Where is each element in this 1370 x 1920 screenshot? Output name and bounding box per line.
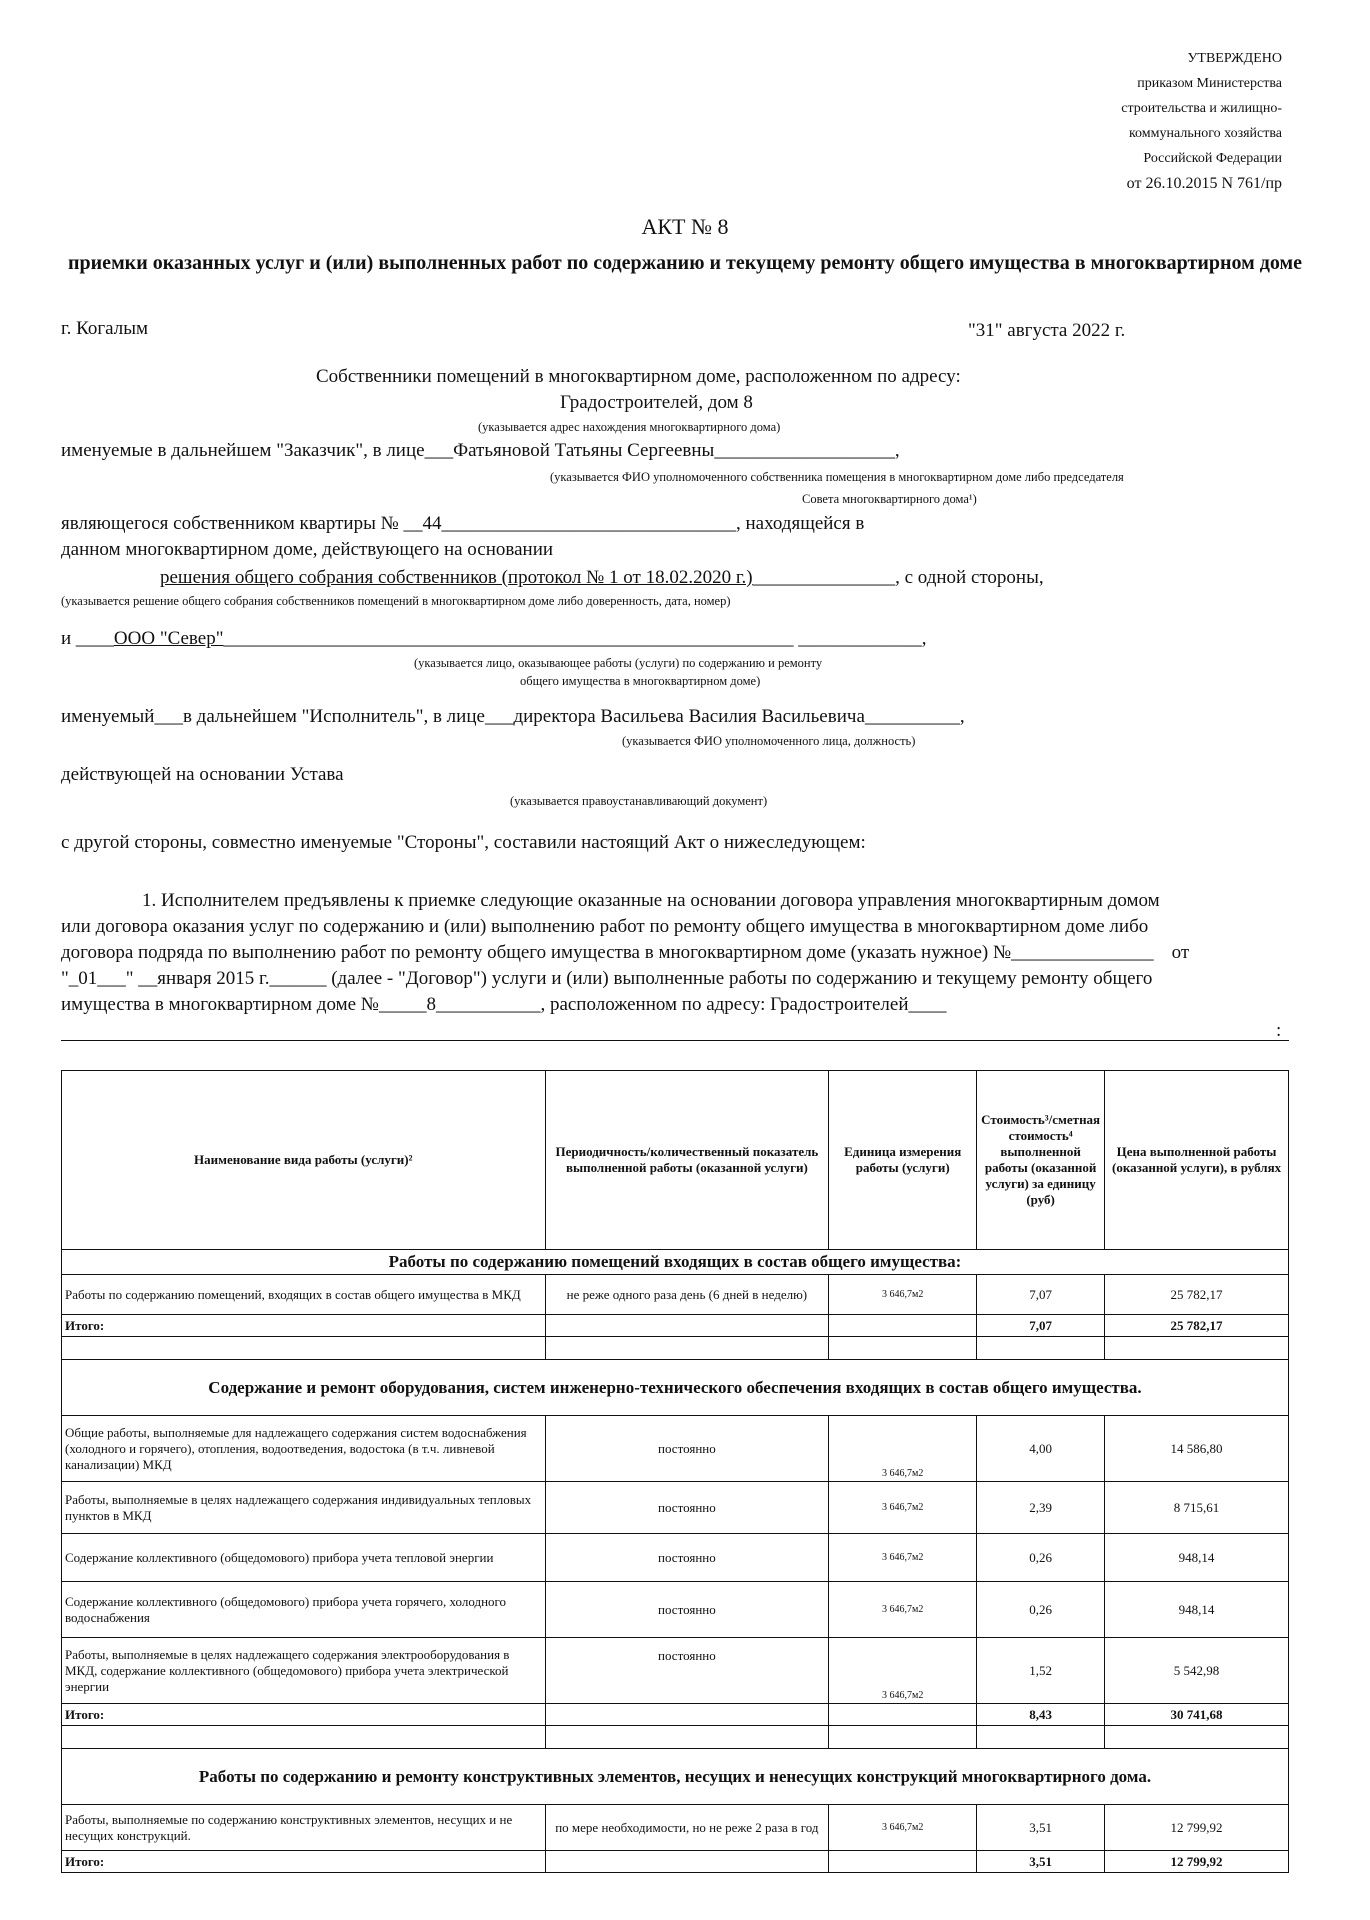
contractor-line: и ____ООО "Север"____________________________________________________________ _____________, (61, 628, 927, 649)
approval-stamp (1022, 46, 1282, 196)
section-row: Работы по содержанию и ремонту конструктивных элементов, несущих и ненесущих конструкций многоквартирного дома. (62, 1749, 1289, 1805)
total-row: Итого: 8,43 30 741,68 (62, 1704, 1289, 1726)
contractor-name: ООО "Север" (113, 628, 224, 649)
works-table (61, 1070, 1289, 1873)
and-word: и (61, 628, 72, 649)
house-number: 8 (426, 994, 436, 1015)
total-row: Итого: 7,07 25 782,17 (62, 1315, 1289, 1337)
col-header: Стоимость³/сметная стоимость⁴ выполненной работы (оказанной услуги) за единицу (руб) (977, 1071, 1105, 1250)
acting-basis: действующей на основании Устава (61, 764, 344, 785)
customer-name: Фатьяновой Татьяны Сергеевны (453, 440, 715, 461)
paragraph-line: "_01___" __января 2015 г.______ (далее - "Договор") услуги и (или) выполненные работы по содержанию и текущему ремонту общего (61, 968, 1153, 989)
col-header: Единица измерения работы (услуги) (829, 1071, 977, 1250)
contractor-note: общего имущества в многоквартирном доме) (520, 674, 761, 688)
contractor-note: (указывается лицо, оказывающее работы (услуги) по содержанию и ремонту (414, 656, 823, 670)
empty-row (62, 1337, 1289, 1360)
table-row: Содержание коллективного (общедомового) прибора учета горячего, холодного водоснабжения постоянно 3 646,7м2 0,26 948,14 (62, 1582, 1289, 1638)
approval-line: строительства и жилищно- (1121, 101, 1282, 116)
table-row: Работы, выполняемые по содержанию конструктивных элементов, несущих и не несущих конструкций. по мере необходимости, но не реже 2 раза в год 3 646,7м2 3,51 12 799,92 (62, 1805, 1289, 1851)
paragraph-line: договора подряда по выполнению работ по ремонту общего имущества в многоквартирном доме (указать нужное) №_______________ от (61, 942, 1190, 963)
executor-name: директора Васильева Василия Васильевича (513, 706, 865, 727)
approval-line: УТВЕРЖДЕНО (1187, 51, 1282, 66)
table-header-row (62, 1071, 1289, 1250)
approval-line: коммунального хозяйства (1128, 126, 1282, 141)
table-row: Работы, выполняемые в целях надлежащего содержания индивидуальных тепловых пунктов в МКД постоянно 3 646,7м2 2,39 8 715,61 (62, 1482, 1289, 1534)
paragraph-line: 1. Исполнителем предъявлены к приемке следующие оказанные на основании договора управления многоквартирным домом (142, 890, 1160, 911)
approval-line: приказом Министерства (1137, 76, 1282, 91)
table-row: Общие работы, выполняемые для надлежащего содержания систем водоснабжения (холодного и горячего), отопления, водоотведения, водостока (в т.ч. ливневой канализации) МКД постоянно 3 646,7м2 4,00 14 586,80 (62, 1416, 1289, 1482)
table-row: Работы по содержанию помещений, входящих в состав общего имущества в МКД не реже одного раза день (6 дней в неделю) 3 646,7м2 7,07 25 782,17 (62, 1275, 1289, 1315)
paragraph-line: имущества в многоквартирном доме №_____8___________, расположенном по адресу: Градостроителей____ (61, 994, 947, 1015)
table-row: Содержание коллективного (общедомового) прибора учета тепловой энергии постоянно 3 646,7м2 0,26 948,14 (62, 1534, 1289, 1582)
executor-mid: в дальнейшем "Исполнитель", в лице (182, 706, 485, 727)
table-row: Работы, выполняемые в целях надлежащего содержания электрооборудования в МКД, содержание коллективного (общедомового) прибора учета электрической энергии постоянно 3 646,7м2 1,52 5 542,98 (62, 1638, 1289, 1704)
address-blank-line (61, 1040, 1289, 1041)
city: г. Когалым (61, 318, 149, 339)
paragraph-line: или договора оказания услуг по содержанию и (или) выполнению работ по ремонту общего имущества в многоквартирном доме либо (61, 916, 1149, 937)
house-address: Градостроителей, дом 8 (560, 392, 753, 413)
basis-suffix: , с одной стороны, (895, 567, 1044, 588)
approval-line: от 26.10.2015 N 761/пр (1126, 175, 1282, 192)
col-header: Наименование вида работы (услуги)² (62, 1071, 546, 1250)
section-row: Работы по содержанию помещений входящих в состав общего имущества: (62, 1250, 1289, 1275)
executor-line: именуемый___в дальнейшем "Исполнитель", в лице___директора Васильева Василия Васильевича__________, (61, 706, 965, 727)
executor-prefix: именуемый (61, 706, 155, 727)
document-subtitle: приемки оказанных услуг и (или) выполненных работ по содержанию и текущему ремонту общего имущества в многоквартирном доме (68, 252, 1302, 274)
apartment-number: 44 (422, 513, 442, 534)
acting-note: (указывается правоустанавливающий документ) (510, 794, 768, 808)
section-row: Содержание и ремонт оборудования, систем инженерно-технического обеспечения входящих в состав общего имущества. (62, 1360, 1289, 1416)
owner-line: являющегося собственником квартиры № __44_______________________________, находящейся в (61, 513, 865, 534)
customer-note: (указывается ФИО уполномоченного собственника помещения в многоквартирном доме либо председателя (550, 470, 1124, 484)
colon: : (1276, 1020, 1282, 1041)
customer-prefix: именуемые в дальнейшем "Заказчик", в лице (61, 440, 425, 461)
owner-suffix: , находящейся в (735, 513, 865, 534)
document-title: АКТ № 8 (641, 214, 729, 239)
other-side: с другой стороны, совместно именуемые "Стороны", составили настоящий Акт о нижеследующем: (61, 832, 866, 853)
basis-row: решения общего собрания собственников (протокол № 1 от 18.02.2020 г.)_______________, с одной стороны, (160, 567, 1044, 588)
address-note: (указывается адрес нахождения многоквартирного дома) (478, 420, 781, 434)
total-row: Итого: 3,51 12 799,92 (62, 1851, 1289, 1873)
customer-note: Совета многоквартирного дома¹) (802, 492, 977, 506)
col-header: Цена выполненной работы (оказанной услуги), в рублях (1105, 1071, 1289, 1250)
act-date: "31" августа 2022 г. (968, 320, 1126, 341)
executor-note: (указывается ФИО уполномоченного лица, должность) (622, 734, 916, 748)
basis-note: (указывается решение общего собрания собственников помещений в многоквартирном доме либо доверенность, дата, номер) (61, 594, 731, 608)
empty-row (62, 1726, 1289, 1749)
approval-line: Российской Федерации (1143, 151, 1282, 166)
owner-prefix: являющегося собственником квартиры № (61, 513, 399, 534)
owners-line: Собственники помещений в многоквартирном доме, расположенном по адресу: (316, 366, 961, 387)
basis-line: данном многоквартирном доме, действующего на основании (61, 539, 554, 560)
customer-line: именуемые в дальнейшем "Заказчик", в лице___Фатьяновой Татьяны Сергеевны___________________, (61, 440, 900, 461)
basis-document: решения общего собрания собственников (протокол № 1 от 18.02.2020 г.) (160, 567, 753, 588)
col-header: Периодичность/количественный показатель выполненной работы (оказанной услуги) (545, 1071, 829, 1250)
